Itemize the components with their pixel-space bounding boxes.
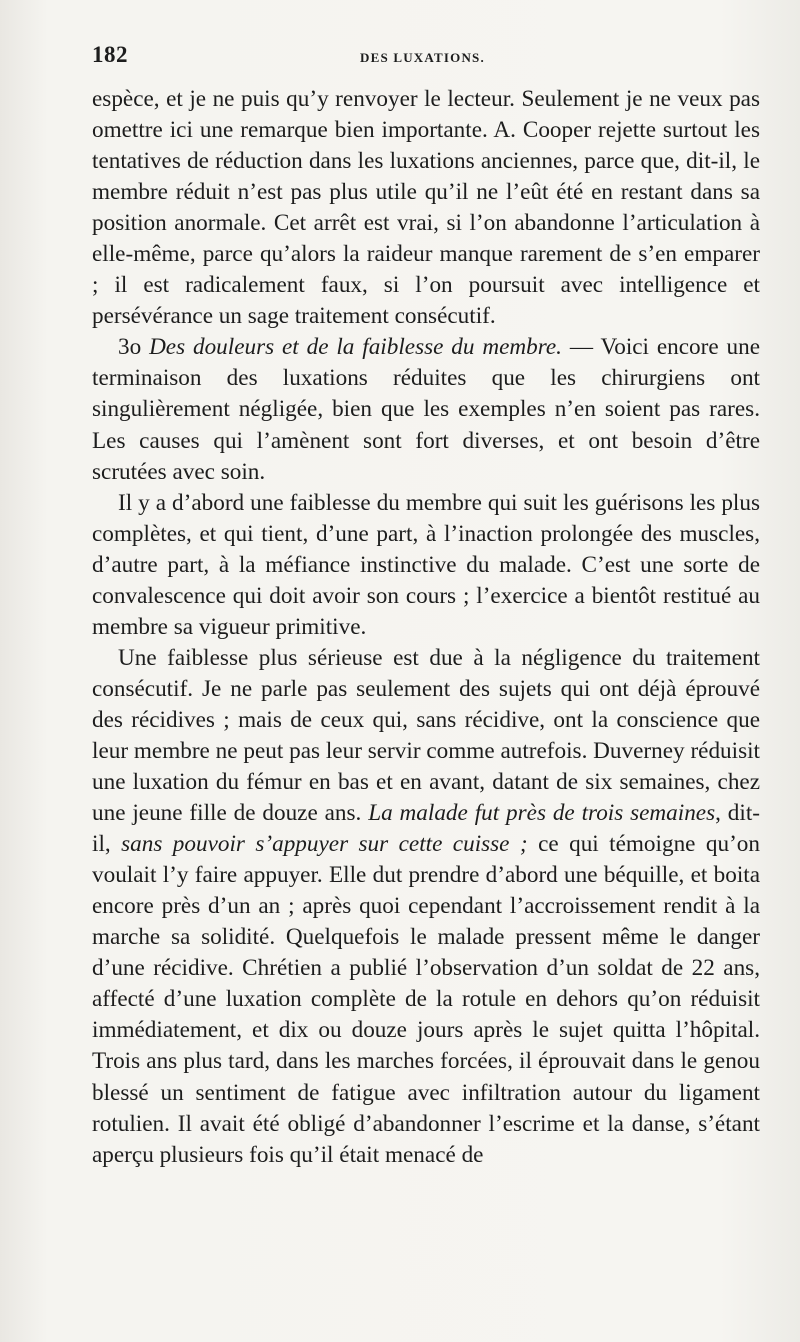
page-number: 182 — [92, 42, 128, 67]
running-head: DES LUXATIONS. — [360, 50, 485, 65]
body-text — [92, 84, 760, 1171]
text-segment: Une faiblesse plus sérieuse est due à la négligence du traitement consécutif. Je ne parle pas seulement des sujets qui ont déjà éprouvé des récidives ; mais de ceux qui, sans récidive, ont la conscience que leur membre ne peut pas leur servir comme autrefois. Duverney réduisit une luxation du fémur en bas et en avant, datant de six semaines, chez une jeune fille de douze ans. — [92, 644, 760, 827]
italic-quote: sans pouvoir s’appuyer sur cette cuisse ; — [121, 831, 528, 858]
paragraph-continuation: espèce, et je ne puis qu’y renvoyer le lecteur. Seulement je ne veux pas omettre ici une remarque bien importante. A. Cooper rejette surtout les tentatives de réduction dans les luxations anciennes, parce que, dit-il, le membre réduit n’est pas plus utile qu’il ne l’eût été en restant dans sa position anormale. Cet arrêt est vrai, si l’on abandonne l’articulation à elle-même, parce qu’alors la raideur manque rarement de s’en emparer ; il est radicalement faux, si l’on poursuit avec intelligence et persévérance un sage traitement consécutif. — [92, 86, 760, 330]
paragraph-section-3 — [92, 332, 760, 487]
page-header — [92, 42, 752, 72]
section-text: — Voici encore une terminaison des luxations réduites que les chirurgiens ont singulièrement négligée, bien que les exemples n’en soient pas rares. Les causes qui l’amènent sont fort diverses, et ont besoin d’être scrutées avec soin. — [92, 334, 760, 485]
paragraph-duverney — [92, 643, 760, 1171]
section-title: Des douleurs et de la faiblesse du membre. — [149, 334, 562, 361]
text-segment: , dit-il, — [92, 800, 761, 858]
paragraph-faiblesse: Il y a d’abord une faiblesse du membre qui suit les guérisons les plus complètes, et qui tient, d’une part, à l’inaction prolongée des muscles, d’autre part, à la méfiance instinctive du malade. C’est une sorte de convalescence qui doit avoir son cours ; l’exercice a bientôt restitué au membre sa vigueur primitive. — [92, 489, 760, 640]
italic-quote: La malade fut près de trois semaines — [368, 800, 716, 827]
text-segment: ce qui témoigne qu’on voulait l’y faire appuyer. Elle dut prendre d’abord une béquille, et boita encore près d’un an ; après quoi cependant l’accroissement rendit à la marche sa solidité. Quelquefois le malade pressent même le danger d’une récidive. Chrétien a publié l’observation d’un soldat de 22 ans, affecté d’une luxation complète de la rotule en dehors qu’on réduisit immédiatement, et dix ou douze jours après le sujet quitta l’hôpital. Trois ans plus tard, dans les marches forcées, il éprouvait dans le genou blessé un sentiment de fatigue avec infiltration autour du ligament rotulien. Il avait été obligé d’abandonner l’escrime et la danse, s’étant aperçu plusieurs fois qu’il était menacé de — [92, 831, 760, 1168]
section-number: 3o — [118, 334, 142, 361]
